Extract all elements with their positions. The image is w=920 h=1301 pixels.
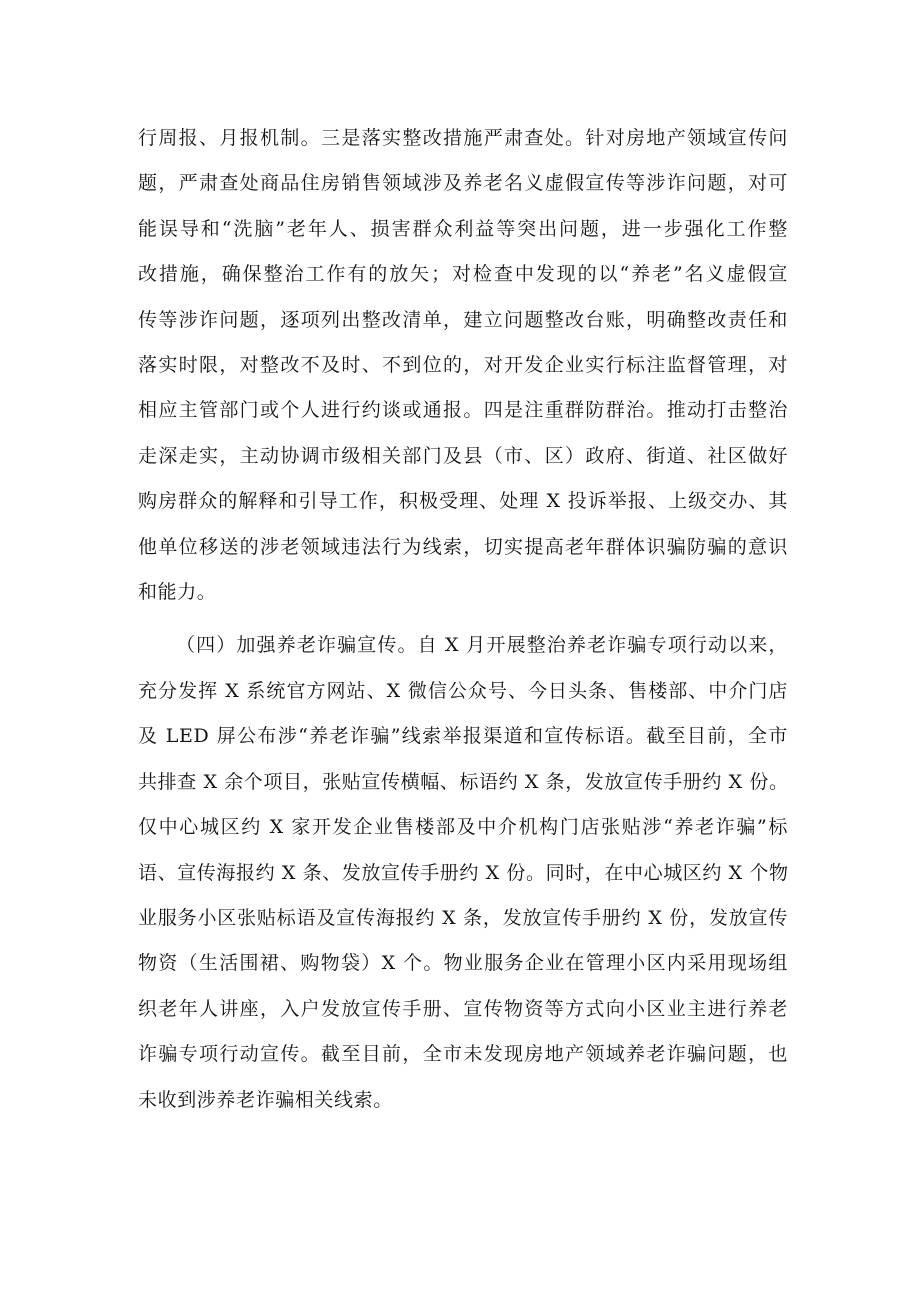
- text-line: 题，严肃查处商品住房销售领域涉及养老名义虚假宣传等涉诈问题，对可: [138, 172, 788, 194]
- text-line: 业服务小区张贴标语及宣传海报约 X 条，发放宣传手册约 X 份，发放宣传: [138, 907, 788, 929]
- text-line: 诈骗专项行动宣传。截至目前，全市未发现房地产领域养老诈骗问题，也: [138, 1043, 788, 1065]
- text-line: 充分发挥 X 系统官方网站、X 微信公众号、今日头条、售楼部、中介门店: [138, 680, 788, 702]
- text-line: 语、宣传海报约 X 条、发放宣传手册约 X 份。同时，在中心城区约 X 个物: [138, 862, 789, 884]
- text-line: 及 LED 屏公布涉“养老诈骗”线索举报渠道和宣传标语。截至目前，全市: [138, 725, 788, 747]
- text-line: 走深走实，主动协调市级相关部门及县（市、区）政府、街道、社区做好: [138, 445, 788, 467]
- text-line: 物资（生活围裙、购物袋）X 个。物业服务企业在管理小区内采用现场组: [138, 952, 788, 974]
- text-line: 和能力。: [138, 581, 217, 603]
- text-line: 仅中心城区约 X 家开发企业售楼部及中介机构门店张贴涉“养老诈骗”标: [138, 816, 788, 838]
- text-line: 行周报、月报机制。三是落实整改措施严肃查处。针对房地产领域宣传问: [138, 127, 788, 149]
- text-line: 未收到涉养老诈骗相关线索。: [138, 1089, 393, 1111]
- text-line: 织老年人讲座，入户发放宣传手册、宣传物资等方式向小区业主进行养老: [138, 998, 788, 1020]
- text-line: 相应主管部门或个人进行约谈或通报。四是注重群防群治。推动打击整治: [138, 399, 788, 421]
- section-heading-line: （四）加强养老诈骗宣传。自 X 月开展整治养老诈骗专项行动以来，: [176, 634, 788, 656]
- text-line: 购房群众的解释和引导工作，积极受理、处理 X 投诉举报、上级交办、其: [138, 490, 788, 512]
- text-line: 传等涉诈问题，逐项列出整改清单，建立问题整改台账，明确整改责任和: [138, 309, 788, 331]
- text-line: 共排查 X 余个项目，张贴宣传横幅、标语约 X 条，发放宣传手册约 X 份。: [138, 771, 789, 793]
- text-line: 落实时限，对整改不及时、不到位的，对开发企业实行标注监督管理，对: [138, 354, 788, 376]
- text-line: 他单位移送的涉老领域违法行为线索，切实提高老年群体识骗防骗的意识: [138, 536, 788, 558]
- text-line: 改措施，确保整治工作有的放矢；对检查中发现的以“养老”名义虚假宣: [138, 263, 788, 285]
- text-line: 能误导和“洗脑”老年人、损害群众利益等突出问题，进一步强化工作整: [138, 218, 788, 240]
